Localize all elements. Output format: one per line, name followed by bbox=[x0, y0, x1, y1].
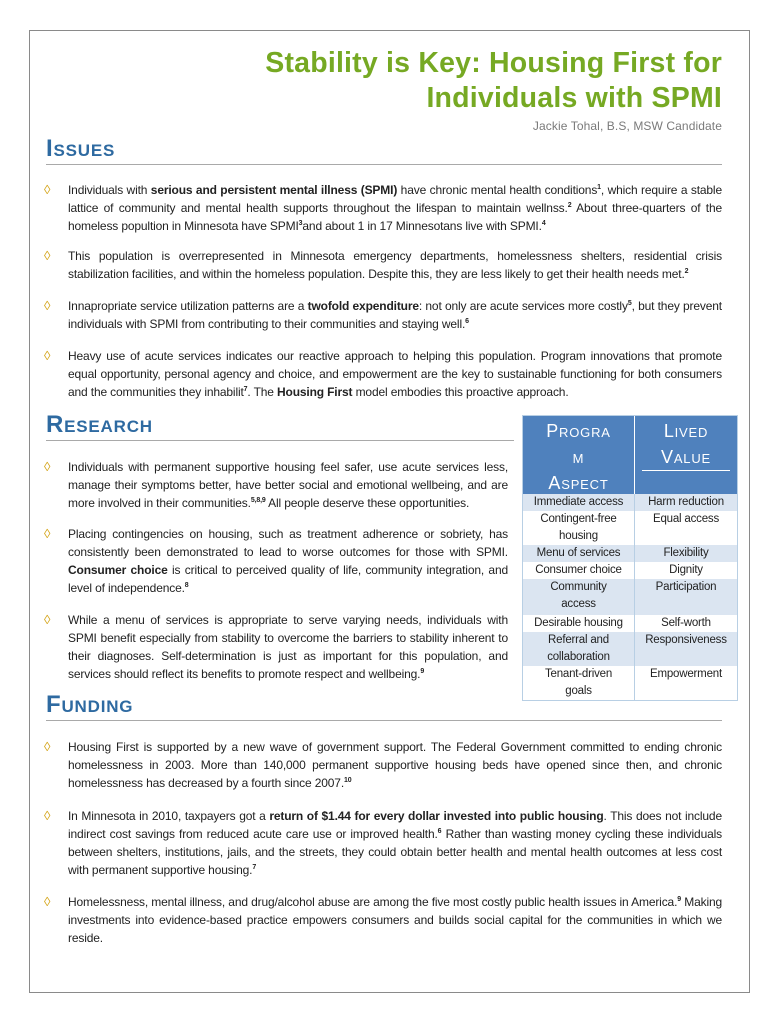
funding-paragraph-2: In Minnesota in 2010, taxpayers got a return of $1.44 for every dollar invested into public housing. This does not include indirect cost savings from reduced acute care use or improved health.$^6$ Rather than wasting money cycling these individuals between shelters, institutions, jails, and the streets, they could obtain better health and mental health outcomes at less cost with permanent supportive housing.$^7$ bbox=[68, 809, 722, 877]
title-line-1: Stability is Key: Housing First for bbox=[265, 47, 722, 79]
bullet-icon: ◊ bbox=[44, 459, 51, 474]
title-line-2: Individuals with SPMI bbox=[426, 82, 722, 114]
aspect-cell: Desirable housing bbox=[534, 617, 623, 629]
value-cell: Responsiveness bbox=[645, 634, 727, 646]
value-cell: Dignity bbox=[669, 564, 703, 576]
table-row bbox=[523, 615, 737, 632]
research-paragraph-3: While a menu of services is appropriate to serve varying needs, individuals with SPMI benefit especially from stability to overcome the barriers to stability inherent to their diagnoses. Self-determination is just as important for this population, and services should reflect its benefits to promote respect and wellbeing.$^9$ bbox=[68, 613, 508, 681]
issues-paragraph-1: Individuals with serious and persistent mental illness (SPMI) have chronic mental health conditions$^1$, which require a stable lattice of community and mental health supports throughout the lifespan to maintain wellnss.$^2$ About three-quarters of the homeless popultion in Minnesota have SPMI$^3$and about 1 in 17 Minnesotans live with SPMI.$^4$ bbox=[68, 183, 722, 233]
research-heading: Research bbox=[46, 411, 153, 438]
header-divider bbox=[634, 416, 635, 494]
table-row bbox=[523, 632, 737, 666]
aspect-cell: Consumer choice bbox=[535, 564, 622, 576]
author-line: Jackie Tohal, B.S, MSW Candidate bbox=[532, 119, 722, 133]
aspect-cell: Immediate access bbox=[533, 496, 624, 508]
value-cell: Empowerment bbox=[650, 668, 722, 680]
column-divider bbox=[634, 494, 635, 700]
bullet-icon: ◊ bbox=[44, 348, 51, 363]
bullet-icon: ◊ bbox=[44, 298, 51, 313]
funding-paragraph-1: Housing First is supported by a new wave of government support. The Federal Government committed to ending chronic homelessness in 2003. More than 140,000 permanent supportive housing beds have opened since then, and chronic homelessness has decreased by a fourth since 2007.10 bbox=[68, 740, 722, 790]
issues-paragraph-4: Heavy use of acute services indicates our reactive approach to helping this population. Program innovations that promote equal opportunity, personal agency and choice, and empowerment are the key to sustainable functioning for both consumers and the communities they inhabilit$^7$. The Housing First model embodies this proactive approach. bbox=[68, 349, 722, 399]
table-header bbox=[523, 416, 737, 494]
aspect-cell: Menu of services bbox=[536, 547, 621, 559]
table-row bbox=[523, 579, 737, 615]
table-row bbox=[523, 562, 737, 579]
table-row bbox=[523, 666, 737, 700]
aspect-cell: Community access bbox=[550, 581, 607, 610]
bullet-icon: ◊ bbox=[44, 739, 51, 754]
aspect-cell: Referral and collaboration bbox=[547, 634, 610, 663]
bullet-icon: ◊ bbox=[44, 808, 51, 823]
funding-rule bbox=[46, 720, 722, 721]
funding-paragraph-3: Homelessness, mental illness, and drug/alcohol abuse are among the five most costly public health issues in America.$^9$ Making investments into evidence-based practice empowers consumers and builds social capital for the communities in which we reside. bbox=[68, 895, 723, 945]
issues-paragraph-2: This population is overrepresented in Minnesota emergency departments, homelessness shelters, residential crisis stabilization facilities, and within the homeless population. Despite this, they are less likely to get their health needs met.$^2$ bbox=[68, 249, 722, 281]
header-underline bbox=[642, 470, 730, 471]
funding-heading: Funding bbox=[46, 691, 134, 718]
aspect-cell: Tenant-driven goals bbox=[544, 668, 613, 697]
research-paragraph-2: Placing contingencies on housing, such as treatment adherence or sobriety, has consistently been demonstrated to lead to worse outcomes for those with SPMI. Consumer choice is critical to perceived quality of life, community integration, and level of independence.$^8$ bbox=[68, 527, 508, 595]
table-row bbox=[523, 545, 737, 562]
research-paragraph-1: Individuals with permanent supportive housing feel safer, use acute services less, manage their symptoms better, have better social and emotional wellbeing, and are more involved in their communities.$^{5,8,9}$ All people deserve these opportunities. bbox=[68, 460, 508, 510]
value-cell: Equal access bbox=[653, 513, 719, 525]
issues-paragraph-3: Innapropriate service utilization patterns are a twofold expenditure: not only are acute services more costly$^5$, but they prevent individuals with SPMI from contributing to their communities and staying well.$^6$ bbox=[68, 299, 722, 331]
research-rule bbox=[46, 440, 514, 441]
program-values-table bbox=[522, 415, 738, 701]
bullet-icon: ◊ bbox=[44, 248, 51, 263]
value-cell: Self-worth bbox=[661, 617, 711, 629]
header-program-aspect: Progra m Aspect bbox=[546, 421, 611, 493]
value-cell: Harm reduction bbox=[648, 496, 724, 508]
bullet-icon: ◊ bbox=[44, 612, 51, 627]
bullet-icon: ◊ bbox=[44, 894, 51, 909]
issues-rule bbox=[46, 164, 722, 165]
bullet-icon: ◊ bbox=[44, 182, 51, 197]
aspect-cell: Contingent-free housing bbox=[540, 513, 617, 542]
bullet-icon: ◊ bbox=[44, 526, 51, 541]
document-title bbox=[102, 46, 722, 116]
table-row bbox=[523, 494, 737, 511]
value-cell: Flexibility bbox=[663, 547, 709, 559]
table-row bbox=[523, 511, 737, 545]
header-lived-value: Lived Value bbox=[661, 421, 711, 467]
issues-heading: Issues bbox=[46, 135, 116, 162]
value-cell: Participation bbox=[655, 581, 717, 593]
